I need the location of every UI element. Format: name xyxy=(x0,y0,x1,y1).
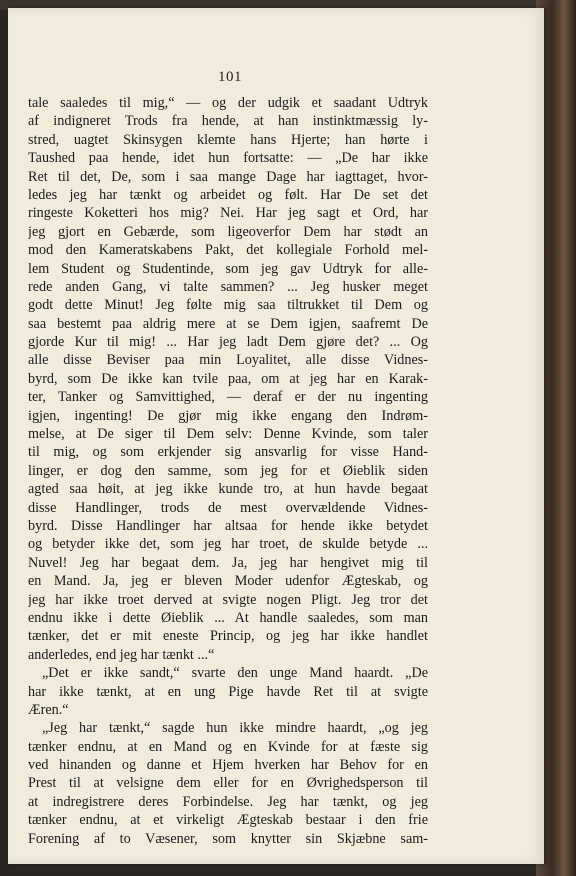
text-line: ringeste Koketteri hos mig? Nei. Har jeg sagt et Ord, har xyxy=(28,205,428,222)
text-line: agted saa høit, at jeg ikke kunde tro, at hun havde begaat xyxy=(28,481,428,498)
text-line: Taushed paa hende, idet hun fortsatte: — „De har ikke xyxy=(28,150,428,167)
text-line: Prest til at velsigne dem eller for en Øvrighedsperson til xyxy=(28,775,428,792)
text-line: linger, er dog den samme, som jeg for et Øieblik siden xyxy=(28,462,428,479)
text-line: endnu ikke i dette Øieblik ... At handle saaledes, som man xyxy=(28,609,428,626)
text-line: igjen, ingenting! De gjør mig ikke engang den Indrøm- xyxy=(28,407,428,424)
text-line: jeg gjort en Gebærde, som ligeoverfor Dem har stødt an xyxy=(28,223,428,240)
text-line: tænker endnu, at et virkeligt Ægteskab bestaar i den frie xyxy=(28,812,428,829)
text-line: anderledes, end jeg har tænkt ...“ xyxy=(28,646,215,663)
text-line: „Jeg har tænkt,“ sagde hun ikke mindre haardt, „og jeg xyxy=(42,720,428,737)
text-line: gjorde Kur til mig! ... Har jeg ladt Dem gjøre det? ... Og xyxy=(28,334,428,351)
body-text xyxy=(28,94,428,848)
text-line: „Det er ikke sandt,“ svarte den unge Mand haardt. „De xyxy=(42,665,428,682)
text-line: rede anden Gang, vi talte sammen? ... Jeg husker meget xyxy=(28,278,428,295)
text-line: jeg har ikke troet derved at svigte nogen Pligt. Jeg tror det xyxy=(28,591,428,608)
text-line: at indregistrere deres Forbindelse. Jeg har tænkt, og jeg xyxy=(28,793,428,810)
book-page xyxy=(8,8,544,864)
text-line: melse, at De siger til Dem selv: Denne Kvinde, som taler xyxy=(28,426,428,443)
text-line: alle disse Beviser paa min Loyalitet, alle disse Vidnes- xyxy=(28,352,428,369)
text-line: disse Handlinger, trods de mest overvældende Vidnes- xyxy=(28,499,428,516)
text-line: og betyder ikke det, som jeg har troet, de skulde betyde ... xyxy=(28,536,428,553)
text-line: byrd, som De ikke kan tvile paa, om at jeg har en Karak- xyxy=(28,370,428,387)
text-line: en Mand. Ja, jeg er bleven Moder udenfor Ægteskab, og xyxy=(28,573,428,590)
text-line: ledes jeg har tænkt og arbeidet og følt. Har De set det xyxy=(28,186,428,203)
text-line: til mig, og som erkjender sig ansvarlig for visse Hand- xyxy=(28,444,428,461)
text-line: tale saaledes til mig,“ — og der udgik et saadant Udtryk xyxy=(28,95,428,111)
text-line: saa bestemt paa aldrig mere at se Dem igjen, saafremt De xyxy=(28,315,428,332)
page-number: 101 xyxy=(218,69,242,85)
text-line: har ikke tænkt, at en ung Pige havde Ret til at svigte xyxy=(28,683,428,700)
text-line: ter, Tanker og Samvittighed, — deraf er der nu ingenting xyxy=(28,389,428,406)
text-line: Forening af to Væsener, som knytter sin Skjæbne sam- xyxy=(28,830,428,847)
text-line: Nuvel! Jeg har begaat dem. Ja, jeg har hengivet mig til xyxy=(28,554,428,571)
text-line: Æren.“ xyxy=(28,701,69,718)
text-line: lem Student og Studentinde, som jeg gav Udtryk for alle- xyxy=(28,260,428,277)
text-line: tænker endnu, at en Mand og en Kvinde for at fæste sig xyxy=(28,738,428,755)
text-line: af indigneret Trods fra hende, at han instinktmæssig ly- xyxy=(28,113,428,130)
text-line: ved hinanden og danne et Hjem hverken har Behov for en xyxy=(28,757,428,774)
text-line: mod den Kameratskabens Pakt, det kollegiale Forhold mel- xyxy=(28,242,428,259)
text-line: godt dette Minut! Jeg følte mig saa tiltrukket til Dem og xyxy=(28,297,428,314)
text-line: tænker, det er mit eneste Princip, og jeg har ikke handlet xyxy=(28,628,428,645)
text-line: stred, uagtet Skinsygen klemte hans Hjerte; han hørte i xyxy=(28,131,428,148)
text-line: byrd. Disse Handlinger har altsaa for hende ikke betydet xyxy=(28,517,428,534)
text-line: Ret til det, De, som i saa mange Dage har iagttaget, hvor- xyxy=(28,168,428,185)
